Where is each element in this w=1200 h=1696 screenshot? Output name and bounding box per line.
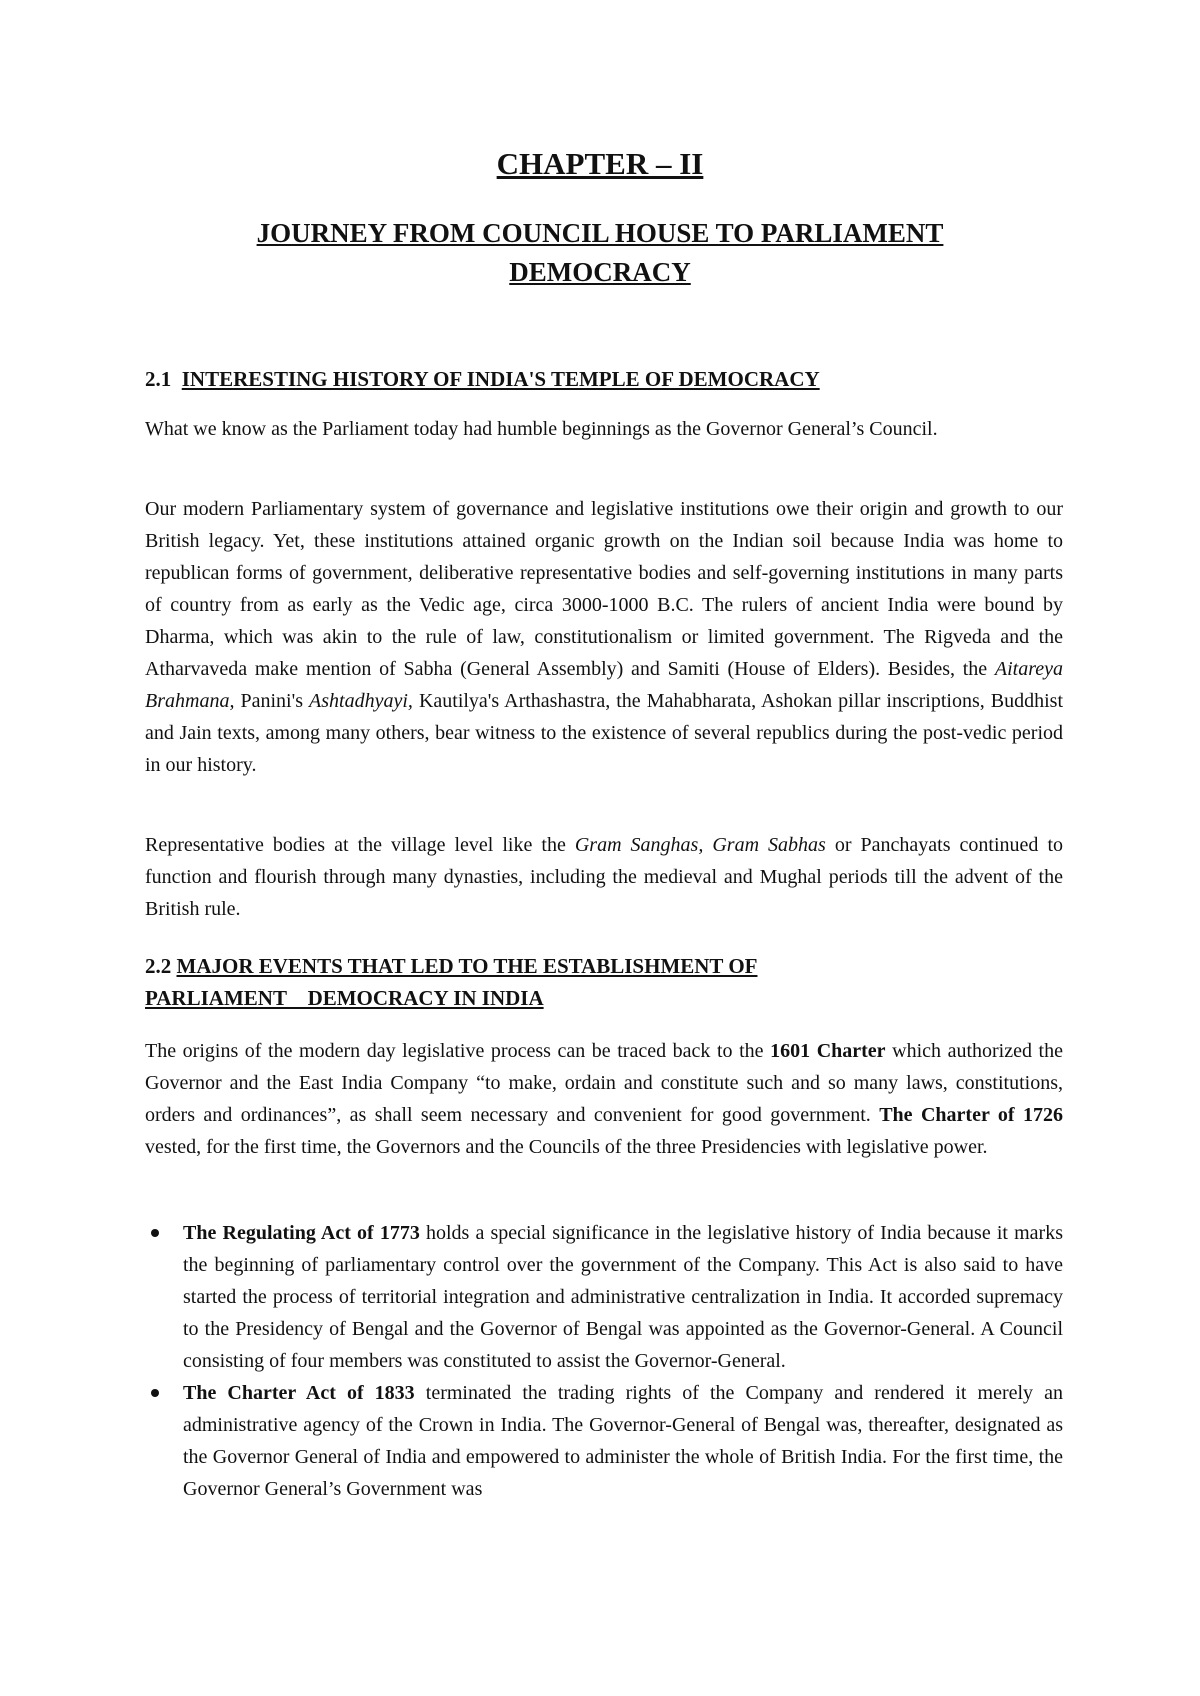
paragraph: Our modern Parliamentary system of governance and legislative institutions owe their origin and growth to our British legacy. Yet, these institutions attained organic growth on the Indian soil because India was home to republican forms of government, deliberative representative bodies and self-governing institutions in many parts of country from as early as the Vedic age, circa 3000-1000 B.C. The rulers of ancient India were bound by Dharma, which was akin to the rule of law, constitutionalism or limited government. The Rigveda and the Atharvaveda make mention of Sabha (General Assembly) and Samiti (House of Elders). Besides, the Aitareya Brahmana, Panini's Ashtadhyayi, Kautilya's Arthashastra, the Mahabharata, Ashokan pillar inscriptions, Buddhist and Jain texts, among many others, bear witness to the existence of several republics during the post-vedic period in our history. xyxy=(145,498,1063,776)
bold-text: The Regulating Act of 1773 xyxy=(183,1222,420,1244)
bold-text: The Charter Act of 1833 xyxy=(183,1382,415,1404)
bullet-icon xyxy=(151,1389,159,1397)
bold-text: 1601 Charter xyxy=(770,1040,886,1062)
section-title: INTERESTING HISTORY OF INDIA'S TEMPLE OF DEMOCRACY xyxy=(181,367,820,391)
italic-text: Aitareya Brahmana, xyxy=(145,658,1063,712)
section-number: 2.2 xyxy=(145,954,172,978)
bold-text: The Charter of 1726 xyxy=(879,1104,1063,1126)
italic-text: Ashtadhyayi, xyxy=(309,690,413,712)
chapter-title-line1: JOURNEY FROM COUNCIL HOUSE TO PARLIAMENT xyxy=(256,218,944,248)
chapter-title-line2: DEMOCRACY xyxy=(509,257,691,287)
section-2-2-heading xyxy=(145,950,1065,1014)
list-item: The Regulating Act of 1773 holds a special significance in the legislative history of India because it marks the beginning of parliamentary control over the government of the Company. This Act is also said to have started the process of territorial integration and administrative centralization in India. It accorded supremacy to the Presidency of Bengal and the Governor of Bengal was appointed as the Governor-General. A Council consisting of four members was constituted to assist the Governor-General. xyxy=(145,1217,1063,1377)
paragraph: What we know as the Parliament today had humble beginnings as the Governor General’s Council. xyxy=(145,418,938,440)
chapter-title xyxy=(0,214,1200,292)
paragraph: The origins of the modern day legislative process can be traced back to the 1601 Charter which authorized the Governor and the East India Company “to make, ordain and constitute such and so many laws, constitutions, orders and ordinances”, as shall seem necessary and convenient for good government. The Charter of 1726 vested, for the first time, the Governors and the Councils of the three Presidencies with legislative power. xyxy=(145,1040,1063,1158)
section-number: 2.1 xyxy=(145,367,172,391)
bullet-list xyxy=(145,1217,1063,1505)
chapter-heading: CHAPTER – II xyxy=(496,146,704,181)
section-title-line2: PARLIAMENT DEMOCRACY IN INDIA xyxy=(145,986,544,1010)
paragraph: Representative bodies at the village level like the Gram Sanghas, Gram Sabhas or Panchayats continued to function and flourish through many dynasties, including the medieval and Mughal periods till the advent of the British rule. xyxy=(145,834,1064,920)
list-item: The Charter Act of 1833 terminated the trading rights of the Company and rendered it merely an administrative agency of the Crown in India. The Governor-General of Bengal was, thereafter, designated as the Governor General of India and empowered to administer the whole of British India. For the first time, the Governor General’s Government was xyxy=(145,1377,1063,1505)
bullet-icon xyxy=(151,1229,159,1237)
section-2-1-heading xyxy=(145,367,1065,392)
italic-text: Gram Sanghas, Gram Sabhas xyxy=(574,834,826,856)
section-title-line1: MAJOR EVENTS THAT LED TO THE ESTABLISHMENT OF xyxy=(176,954,758,978)
